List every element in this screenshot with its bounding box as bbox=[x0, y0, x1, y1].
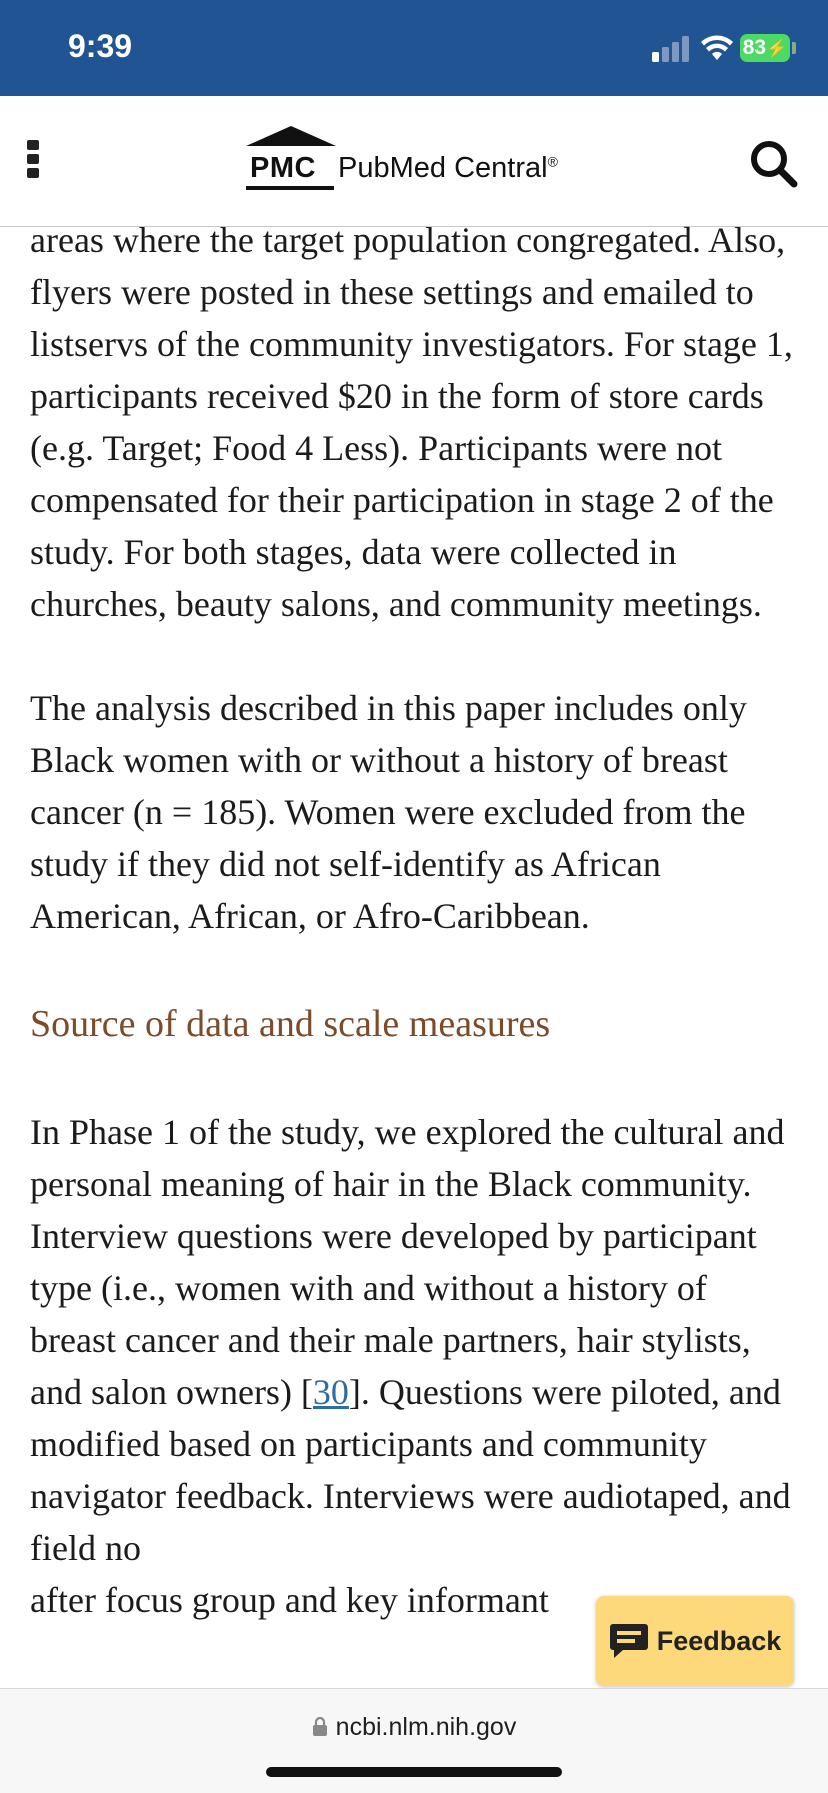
status-time: 9:39 bbox=[68, 28, 133, 64]
browser-bottom-bar bbox=[0, 1688, 828, 1793]
paragraph-3-text-start: In Phase 1 of the study, we explored the cultural and personal meaning of hair in the Black community. Interview questions were developed by participant type (i.e., women with and without a history of breast cancer and their male partners, hair stylists, and salon owners) [ bbox=[30, 1112, 785, 1412]
menu-icon[interactable] bbox=[27, 140, 41, 180]
logo-name bbox=[338, 152, 558, 185]
paragraph-3-text-end: ]. Questions were piloted, and modified based on participants and community navigator feedback. Interviews were audiotaped, and field no bbox=[30, 1372, 791, 1568]
reference-link-30[interactable]: 30 bbox=[312, 1372, 349, 1412]
wifi-icon bbox=[700, 34, 734, 62]
url-bar[interactable] bbox=[0, 1713, 828, 1742]
paragraph-3 bbox=[30, 1106, 800, 1626]
site-header bbox=[0, 96, 828, 227]
search-icon[interactable] bbox=[748, 138, 800, 190]
feedback-label: Feedback bbox=[656, 1625, 782, 1656]
section-heading: Source of data and scale measures bbox=[30, 1003, 551, 1045]
article-body bbox=[30, 214, 800, 1626]
chat-bubble-icon bbox=[609, 1622, 649, 1660]
paragraph-2: The analysis described in this paper includes only Black women with or without a history of breast cancer (n = 185). Women were excluded from the study if they did not self-identify as African American, African, or Afro-Caribbean. bbox=[30, 688, 747, 936]
logo-name-text: PubMed Central bbox=[338, 152, 548, 184]
feedback-button[interactable] bbox=[596, 1596, 794, 1686]
logo-pmc-text: PMC bbox=[250, 152, 316, 184]
registered-mark: ® bbox=[547, 153, 558, 170]
battery-charging-icon: 83⚡ bbox=[740, 34, 790, 62]
battery-nub bbox=[792, 42, 796, 54]
lock-icon bbox=[312, 1717, 328, 1737]
logo-roof-icon bbox=[246, 124, 336, 148]
cellular-signal-icon bbox=[652, 36, 692, 62]
status-bar bbox=[0, 0, 828, 96]
pmc-logo[interactable] bbox=[246, 124, 586, 200]
paragraph-3-tail: after focus group and key informant bbox=[30, 1580, 549, 1620]
url-text: ncbi.nlm.nih.gov bbox=[335, 1713, 517, 1741]
logo-underline bbox=[246, 186, 334, 190]
home-indicator[interactable] bbox=[266, 1767, 562, 1777]
paragraph-1: areas where the target population congregated. Also, flyers were posted in these settings and emailed to listservs of the community investigators. For stage 1, participants received $20 in the form of store cards (e.g. Target; Food 4 Less). Participants were not compensated for their participation in stage 2 of the study. For both stages, data were collected in churches, beauty salons, and community meetings. bbox=[30, 220, 793, 624]
battery-level: 83 bbox=[742, 36, 767, 59]
